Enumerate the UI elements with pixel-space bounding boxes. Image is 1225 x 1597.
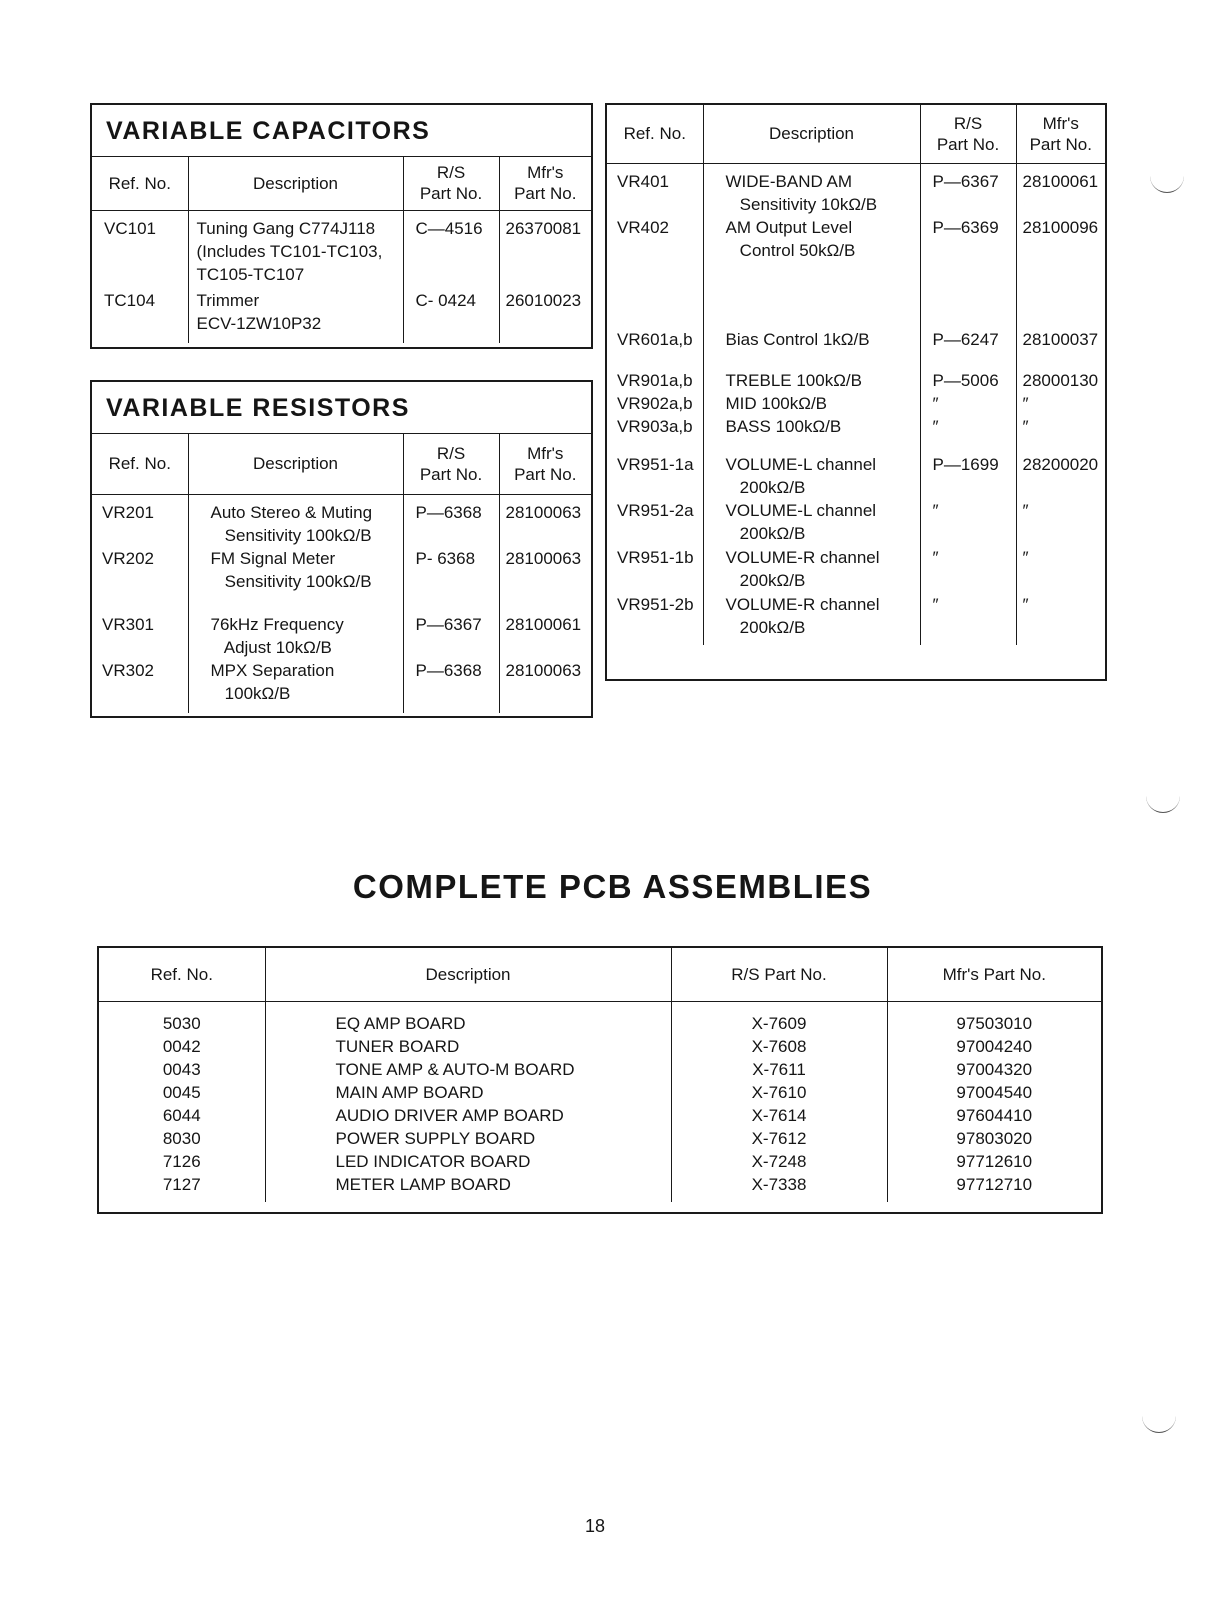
rs-part-no-cell: ″ (920, 499, 1016, 546)
mfr-part-no-cell: 28100063 (505, 502, 582, 522)
variable-capacitors-table (90, 103, 593, 349)
mfr-part-no-cell: 26010023 (505, 291, 582, 310)
mfr-part-no-cell: 97712710 (956, 1174, 1033, 1194)
rs-part-no-cell: C- 0424 (403, 289, 499, 341)
rs-part-no-cell: P—6368 (403, 494, 499, 547)
ref-no-cell: 0042 (99, 1035, 265, 1058)
table-row (92, 289, 591, 341)
filler-cell (920, 643, 1016, 645)
header-mfr-part-no: Mfr's Part No. (1016, 105, 1105, 163)
filler-cell (607, 643, 703, 645)
filler-row (92, 711, 591, 713)
mfr-part-no-cell: 26370081 (505, 218, 582, 238)
header-mfr-part-no: Mfr's Part No. (887, 948, 1101, 1001)
mfr-part-no-cell: 97503010 (956, 1013, 1033, 1033)
page-number: 18 (584, 1516, 606, 1536)
ref-no-cell: 8030 (99, 1127, 265, 1150)
header-ref-no: Ref. No. (99, 948, 265, 1001)
description-cell: TREBLE 100kΩ/B MID 100kΩ/B BASS 100kΩ/B (703, 369, 920, 453)
binder-hole-mark (1142, 1412, 1176, 1433)
mfr-part-no-cell: 28100063 (505, 660, 582, 680)
description-cell: VOLUME-R channel 200kΩ/B (703, 593, 920, 643)
variable-resistors-title: VARIABLE RESISTORS (92, 382, 591, 434)
rs-part-no-cell: C—4516 (403, 210, 499, 289)
ref-no-cell: 0045 (99, 1081, 265, 1104)
table-row (607, 546, 1105, 593)
mfr-part-no-cell: 97004320 (956, 1059, 1033, 1079)
description-cell: MAIN AMP BOARD (265, 1081, 671, 1104)
table-row (607, 499, 1105, 546)
table-row (99, 1081, 1101, 1104)
header-rs-part-no: R/S Part No. (403, 434, 499, 494)
filler-cell (671, 1200, 887, 1202)
header-rs-part-no: R/S Part No. (920, 105, 1016, 163)
table-row (607, 593, 1105, 643)
mfr-part-no-cell: 97004540 (956, 1082, 1033, 1102)
rs-part-no-cell: P—6367 (403, 613, 499, 659)
filler-cell (403, 341, 499, 343)
ref-no-cell: 5030 (99, 1001, 265, 1035)
description-cell: Trimmer ECV-1ZW10P32 (188, 289, 403, 341)
ref-no-cell: VR201 (92, 494, 188, 547)
filler-row (92, 341, 591, 343)
rs-part-no-cell: X-7609 (671, 1001, 887, 1035)
mfr-part-no-cell: ″ (1022, 547, 1029, 567)
ref-no-cell: VR951-1a (607, 453, 703, 499)
mfr-part-no-cell: 97604410 (956, 1105, 1033, 1125)
filler-cell (92, 341, 188, 343)
rs-part-no-cell: P—6369 (920, 216, 1016, 328)
filler-cell (99, 1200, 265, 1202)
header-description: Description (703, 105, 920, 163)
mfr-part-no-cell: 28200020 (1022, 454, 1099, 474)
header-description: Description (188, 434, 403, 494)
rs-part-no-cell: P—5006 ″ ″ (920, 369, 1016, 453)
rs-part-no-cell: X-7608 (671, 1035, 887, 1058)
table-row (99, 1127, 1101, 1150)
header-mfr-part-no: Mfr's Part No. (499, 157, 591, 210)
rs-part-no-cell: ″ (920, 546, 1016, 593)
header-mfr-part-no: Mfr's Part No. (499, 434, 591, 494)
ref-no-cell: VR951-1b (607, 546, 703, 593)
filler-cell (265, 1200, 671, 1202)
mfr-part-no-cell: 28100096 (1022, 217, 1099, 237)
description-cell: WIDE-BAND AM Sensitivity 10kΩ/B (703, 163, 920, 216)
mfr-part-no-cell: 28100061 (505, 614, 582, 634)
mfr-part-no-cell: 28000130 ″ ″ (1022, 370, 1099, 436)
description-cell: Bias Control 1kΩ/B (703, 328, 920, 369)
rs-part-no-cell: ″ (920, 593, 1016, 643)
description-cell: METER LAMP BOARD (265, 1173, 671, 1200)
ref-no-cell: 7127 (99, 1173, 265, 1200)
filler-cell (403, 711, 499, 713)
filler-row (99, 1200, 1101, 1202)
mfr-part-no-cell: 28100063 (505, 548, 582, 568)
header-description: Description (265, 948, 671, 1001)
description-cell: VOLUME-R channel 200kΩ/B (703, 546, 920, 593)
binder-hole-mark (1146, 792, 1180, 813)
table-row (92, 494, 591, 547)
variable-resistors-table (90, 380, 593, 718)
header-ref-no: Ref. No. (607, 105, 703, 163)
ref-no-cell: VR401 (607, 163, 703, 216)
header-ref-no: Ref. No. (92, 157, 188, 210)
rs-part-no-cell: P—1699 (920, 453, 1016, 499)
mfr-part-no-cell: ″ (1022, 500, 1029, 520)
mfr-part-no-cell: 28100061 (1022, 171, 1099, 191)
header-description: Description (188, 157, 403, 210)
rs-part-no-cell: P- 6368 (403, 547, 499, 613)
filler-cell (887, 1200, 1101, 1202)
rs-part-no-cell: X-7611 (671, 1058, 887, 1081)
description-cell: AM Output Level Control 50kΩ/B (703, 216, 920, 328)
table-row (607, 369, 1105, 453)
binder-hole-mark (1150, 172, 1184, 193)
description-cell: AUDIO DRIVER AMP BOARD (265, 1104, 671, 1127)
description-cell: LED INDICATOR BOARD (265, 1150, 671, 1173)
pcb-assemblies-table (97, 946, 1103, 1214)
filler-cell (1016, 643, 1105, 645)
ref-no-cell: 7126 (99, 1150, 265, 1173)
description-cell: VOLUME-L channel 200kΩ/B (703, 499, 920, 546)
ref-no-cell: VR901a,b VR902a,b VR903a,b (607, 369, 703, 453)
filler-cell (92, 711, 188, 713)
ref-no-cell: TC104 (92, 289, 188, 341)
table-row (607, 216, 1105, 328)
variable-resistors-continued-table (605, 103, 1107, 681)
ref-no-cell: 0043 (99, 1058, 265, 1081)
description-cell: POWER SUPPLY BOARD (265, 1127, 671, 1150)
filler-cell (188, 711, 403, 713)
table-row (92, 659, 591, 711)
rs-part-no-cell: X-7248 (671, 1150, 887, 1173)
filler-row (607, 643, 1105, 645)
rs-part-no-cell: P—6367 (920, 163, 1016, 216)
description-cell: 76kHz Frequency Adjust 10kΩ/B (188, 613, 403, 659)
table-row (607, 328, 1105, 369)
rs-part-no-cell: X-7614 (671, 1104, 887, 1127)
rs-part-no-cell: X-7612 (671, 1127, 887, 1150)
filler-cell (499, 711, 591, 713)
ref-no-cell: VR601a,b (607, 328, 703, 369)
ref-no-cell: VR301 (92, 613, 188, 659)
description-cell: FM Signal Meter Sensitivity 100kΩ/B (188, 547, 403, 613)
header-ref-no: Ref. No. (92, 434, 188, 494)
description-cell: MPX Separation 100kΩ/B (188, 659, 403, 711)
table-row (607, 453, 1105, 499)
description-cell: EQ AMP BOARD (265, 1001, 671, 1035)
table-row (99, 1173, 1101, 1200)
rs-part-no-cell: X-7338 (671, 1173, 887, 1200)
filler-cell (499, 341, 591, 343)
description-cell: TUNER BOARD (265, 1035, 671, 1058)
table-row (99, 1058, 1101, 1081)
ref-no-cell: 6044 (99, 1104, 265, 1127)
filler-cell (188, 341, 403, 343)
rs-part-no-cell: P—6368 (403, 659, 499, 711)
mfr-part-no-cell: 97803020 (956, 1128, 1033, 1148)
description-cell: TONE AMP & AUTO-M BOARD (265, 1058, 671, 1081)
ref-no-cell: VR202 (92, 547, 188, 613)
description-cell: VOLUME-L channel 200kΩ/B (703, 453, 920, 499)
description-cell: Auto Stereo & Muting Sensitivity 100kΩ/B (188, 494, 403, 547)
ref-no-cell: VR951-2b (607, 593, 703, 643)
ref-no-cell: VC101 (92, 210, 188, 289)
mfr-part-no-cell: 97712610 (956, 1151, 1033, 1171)
filler-cell (703, 643, 920, 645)
header-rs-part-no: R/S Part No. (403, 157, 499, 210)
mfr-part-no-cell: 97004240 (956, 1036, 1033, 1056)
table-row (92, 613, 591, 659)
header-rs-part-no: R/S Part No. (671, 948, 887, 1001)
table-row (607, 163, 1105, 216)
ref-no-cell: VR302 (92, 659, 188, 711)
rs-part-no-cell: X-7610 (671, 1081, 887, 1104)
table-row (92, 210, 591, 289)
table-row (99, 1001, 1101, 1035)
mfr-part-no-cell: ″ (1022, 594, 1029, 614)
table-row (99, 1104, 1101, 1127)
mfr-part-no-cell: 28100037 (1022, 329, 1099, 349)
rs-part-no-cell: P—6247 (920, 328, 1016, 369)
table-row (99, 1150, 1101, 1173)
pcb-assemblies-title: COMPLETE PCB ASSEMBLIES (352, 868, 873, 905)
ref-no-cell: VR402 (607, 216, 703, 328)
ref-no-cell: VR951-2a (607, 499, 703, 546)
table-row (92, 547, 591, 613)
table-row (99, 1035, 1101, 1058)
variable-capacitors-title: VARIABLE CAPACITORS (92, 105, 591, 157)
description-cell: Tuning Gang C774J118 (Includes TC101-TC103, TC105-TC107 (188, 210, 403, 289)
